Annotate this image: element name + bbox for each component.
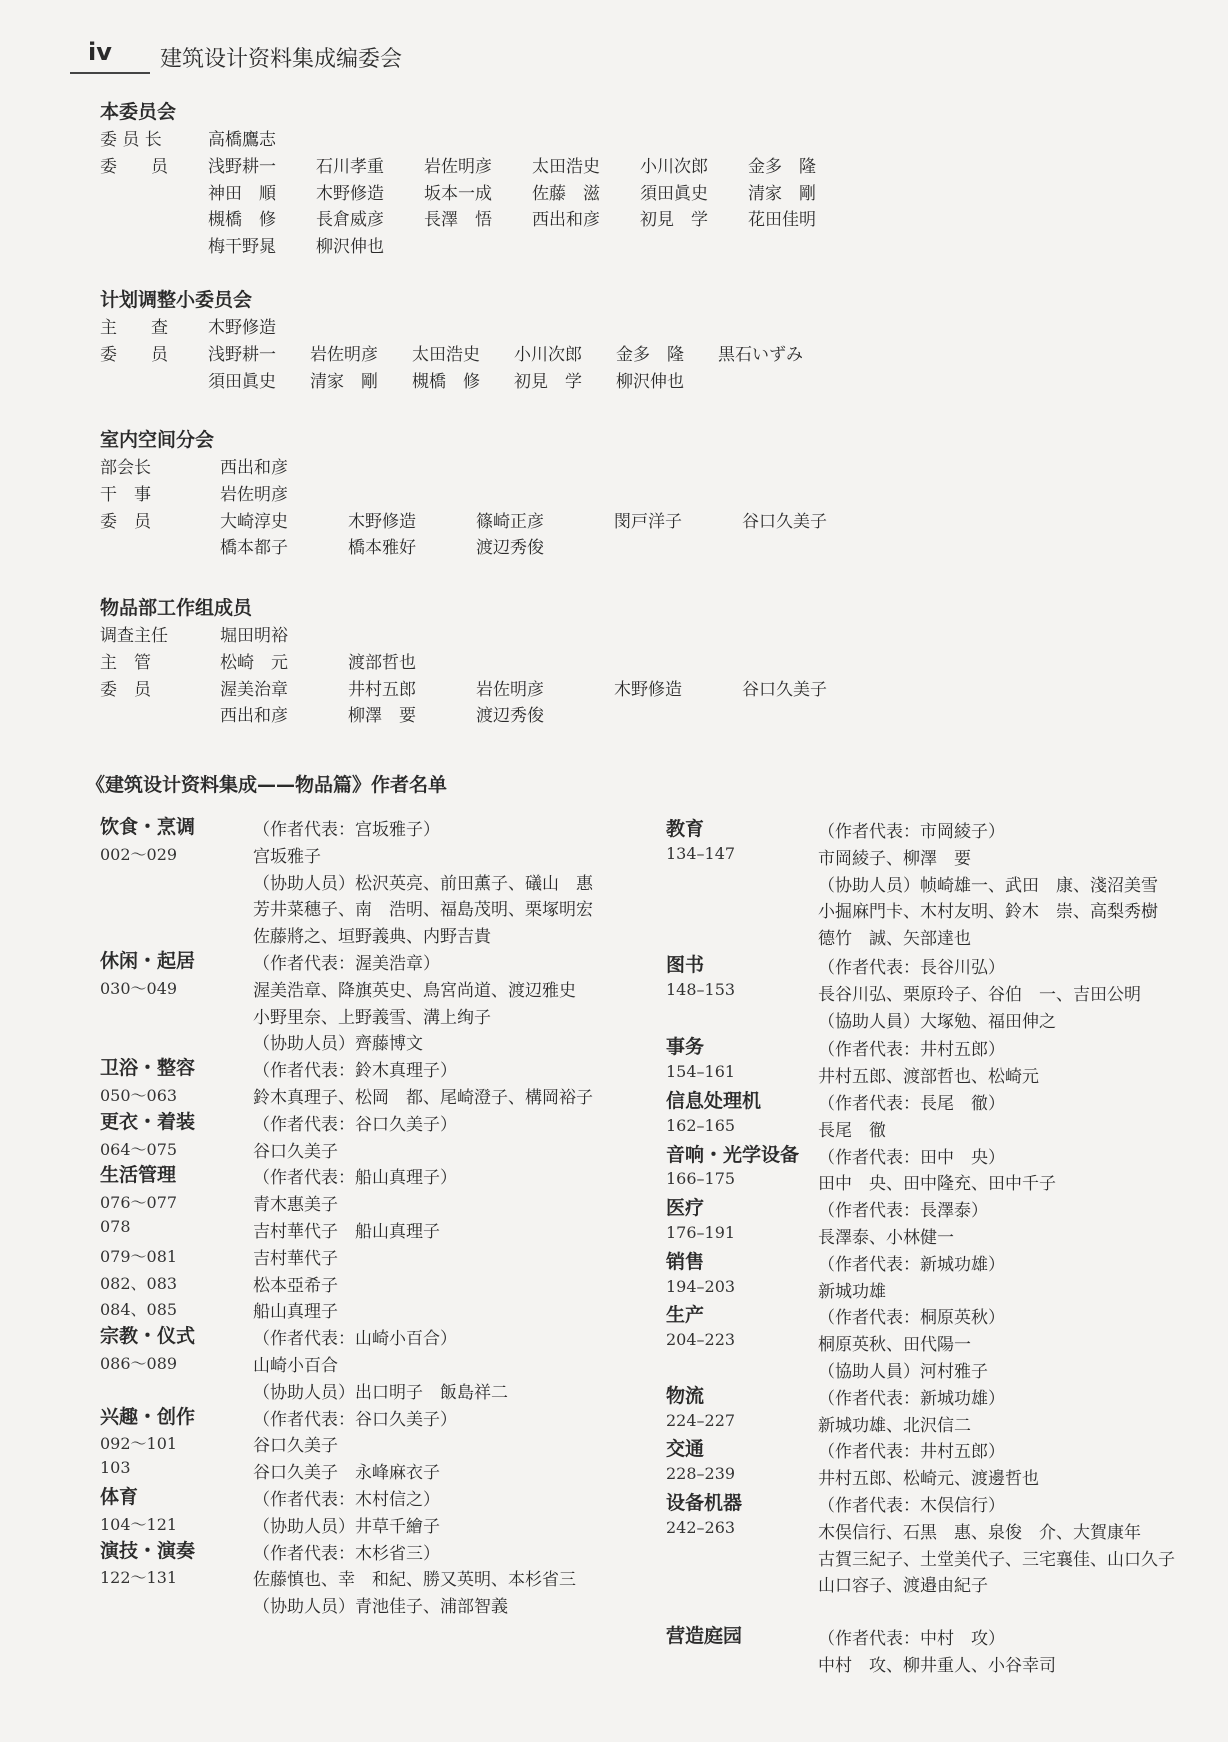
author-line: （作者代表：木俣信行）	[818, 1496, 1005, 1516]
author-line: （协助人员）帧崎雄一、武田 康、淺沼美雪	[818, 875, 1158, 896]
author-line: 長谷川弘、栗原玲子、谷伯 一、吉田公明	[818, 984, 1141, 1005]
category-title: 医疗	[666, 1197, 705, 1220]
member-name: 長澤 悟	[424, 210, 492, 231]
committee-title: 物品部工作组成员	[100, 597, 253, 619]
category-title: 营造庭园	[666, 1625, 743, 1648]
author-line: （作者代表：宫坂雅子）	[253, 820, 440, 840]
member-name: 岩佐明彦	[476, 679, 544, 700]
author-line: 長尾 徹	[818, 1120, 886, 1141]
member-name: 岩佐明彦	[310, 344, 378, 365]
author-line: （协助人员）松沢英亮、前田薫子、礒山 惠	[253, 873, 593, 894]
page-range: 228–239	[666, 1464, 736, 1484]
page-range: 154–161	[666, 1062, 736, 1082]
member-name: 坂本一成	[424, 183, 492, 204]
category-title: 事务	[666, 1036, 705, 1059]
page-range: 064～075	[100, 1139, 178, 1159]
category-title: 音响・光学设备	[666, 1143, 800, 1166]
member-name: 谷口久美子	[742, 679, 827, 700]
member-name: 閔戸洋子	[614, 511, 682, 532]
author-line: （作者代表：新城功雄）	[818, 1254, 1005, 1275]
author-line: 桐原英秋、田代陽一	[818, 1335, 971, 1356]
member-name: 佐藤 滋	[532, 183, 600, 204]
member-name: 金多 隆	[616, 344, 684, 365]
author-line: （协助人员）出口明子 飯島祥二	[253, 1382, 508, 1403]
member-name: 浅野耕一	[208, 156, 276, 177]
author-line: 鈴木真理子、松岡 都、尾崎澄子、構岡裕子	[253, 1088, 593, 1108]
category-title: 卫浴・整容	[100, 1057, 196, 1080]
book-title: 《建筑设计资料集成——物品篇》作者名单	[86, 774, 448, 796]
category-title: 演技・演奏	[100, 1539, 196, 1562]
page-range: 092～101	[100, 1434, 178, 1454]
page-range: 134–147	[666, 843, 736, 863]
member-name: 槻橋 修	[208, 210, 276, 231]
member-name: 清家 剛	[748, 183, 816, 204]
author-line: 木俣信行、石黒 惠、泉俊 介、大賀康年	[818, 1522, 1141, 1543]
author-line: （作者代表：渥美浩章）	[253, 954, 440, 974]
member-name: 黒石いずみ	[718, 344, 803, 365]
author-line: 吉村華代子	[253, 1248, 338, 1269]
author-line: 青木惠美子	[253, 1195, 338, 1216]
page-range: 176–191	[666, 1223, 736, 1242]
author-line: （作者代表：谷口久美子）	[253, 1409, 457, 1430]
author-line: 小野里奈、上野義雪、溝上绚子	[253, 1007, 491, 1028]
role-label: 委 员	[100, 156, 168, 177]
member-name: 初見 学	[514, 371, 582, 392]
role-label: 委 员	[100, 511, 151, 532]
author-line: 新城功雄	[818, 1281, 886, 1302]
author-line: 船山真理子	[253, 1302, 338, 1323]
author-line: 佐藤慎也、幸 和紀、勝又英明、本杉省三	[253, 1570, 576, 1591]
page-range: 030～049	[100, 978, 178, 998]
member-name: 西出和彦	[532, 210, 600, 231]
committee-title: 室内空间分会	[100, 429, 215, 451]
author-line: 宫坂雅子	[253, 846, 321, 867]
author-line: （作者代表：長澤泰）	[818, 1201, 988, 1222]
member-name: 清家 剛	[310, 371, 378, 392]
page-range: 084、085	[100, 1300, 178, 1320]
author-line: （作者代表：谷口久美子）	[253, 1114, 457, 1135]
author-line: 德竹 誠、矢部達也	[818, 929, 971, 950]
author-line: 芳井菜穗子、南 浩明、福島茂明、栗塚明宏	[253, 900, 593, 921]
member-name: 谷口久美子	[742, 511, 827, 532]
author-line: 井村五郎、松崎元、渡邊哲也	[818, 1469, 1039, 1490]
author-line: （作者代表：市岡綾子）	[818, 822, 1005, 842]
member-name: 渡辺秀俊	[476, 706, 544, 727]
committee-title: 计划调整小委员会	[100, 289, 253, 311]
member-name: 須田眞史	[640, 183, 708, 204]
author-line: 谷口久美子 永峰麻衣子	[253, 1463, 440, 1484]
author-line: 古賀三紀子、土堂美代子、三宅襄佳、山口久子	[818, 1549, 1175, 1570]
member-name: 浅野耕一	[208, 344, 276, 365]
author-line: （作者代表：井村五郎）	[818, 1040, 1005, 1061]
page-range: 122～131	[100, 1568, 178, 1588]
role-label: 主 查	[100, 318, 168, 338]
page-range: 242–263	[666, 1517, 736, 1537]
category-title: 休闲・起居	[100, 950, 196, 972]
member-name: 梅干野晁	[208, 237, 276, 258]
author-line: （作者代表：長尾 徹）	[818, 1094, 1005, 1114]
page-range: 194–203	[666, 1276, 736, 1296]
member-name: 長倉威彦	[316, 210, 384, 231]
member-name: 高橋鷹志	[208, 130, 276, 150]
page-range: 076～077	[100, 1193, 178, 1213]
category-title: 销售	[666, 1250, 705, 1273]
author-line: （協助人員）河村雅子	[818, 1362, 988, 1382]
category-title: 兴趣・创作	[100, 1405, 196, 1428]
page-number: iv	[88, 38, 112, 66]
author-line: （作者代表：長谷川弘）	[818, 958, 1005, 978]
author-line: 市岡綾子、柳澤 要	[818, 848, 971, 869]
page-range: 204–223	[666, 1330, 736, 1350]
author-line: 中村 攻、柳井重人、小谷幸司	[818, 1656, 1056, 1676]
author-line: 谷口久美子	[253, 1436, 338, 1457]
member-name: 木野修造	[208, 318, 276, 338]
member-name: 須田眞史	[208, 371, 276, 392]
author-line: （作者代表：船山真理子）	[253, 1168, 457, 1189]
header-rule	[70, 72, 150, 74]
category-title: 物流	[666, 1384, 705, 1407]
member-name: 石川孝重	[316, 156, 384, 177]
category-title: 宗教・仪式	[100, 1325, 196, 1348]
author-line: （作者代表：井村五郎）	[818, 1442, 1005, 1463]
member-name: 岩佐明彦	[424, 156, 492, 177]
category-title: 图书	[666, 954, 705, 976]
author-line: （作者代表：新城功雄）	[818, 1388, 1005, 1409]
author-line: 新城功雄、北沢信二	[818, 1415, 971, 1436]
page-range: 082、083	[100, 1273, 178, 1293]
member-name: 岩佐明彦	[220, 484, 288, 505]
author-line: （作者代表：桐原英秋）	[818, 1308, 1005, 1329]
author-line: 井村五郎、渡部哲也、松崎元	[818, 1067, 1039, 1088]
author-line: 山崎小百合	[253, 1356, 338, 1376]
member-name: 橋本都子	[220, 538, 288, 559]
page-range: 166–175	[666, 1169, 736, 1189]
role-label: 主 管	[100, 652, 151, 673]
member-name: 槻橋 修	[412, 371, 480, 392]
member-name: 渥美治章	[220, 679, 288, 700]
author-line: （协助人员）井草千繪子	[253, 1516, 440, 1537]
page-range: 148–153	[666, 979, 736, 999]
member-name: 花田佳明	[748, 210, 816, 231]
role-label: 干 事	[100, 484, 151, 505]
member-name: 大崎淳史	[220, 511, 288, 532]
member-name: 初見 学	[640, 210, 708, 231]
member-name: 太田浩史	[532, 156, 600, 177]
author-line: 吉村華代子 船山真理子	[253, 1222, 440, 1242]
category-title: 交通	[666, 1438, 705, 1461]
author-line: （作者代表：鈴木真理子）	[253, 1061, 457, 1082]
member-name: 堀田明裕	[220, 626, 288, 646]
category-title: 更衣・着装	[100, 1110, 196, 1133]
author-line: （作者代表：中村 攻）	[818, 1629, 1005, 1650]
category-title: 教育	[666, 818, 705, 840]
author-line: 山口容子、渡邉由紀子	[818, 1576, 988, 1597]
member-name: 篠崎正彦	[476, 511, 544, 532]
page-range: 162–165	[666, 1115, 736, 1135]
member-name: 井村五郎	[348, 679, 416, 700]
author-line: 長澤泰、小林健一	[818, 1228, 954, 1248]
page-range: 078	[100, 1217, 131, 1236]
member-name: 木野修造	[348, 511, 416, 532]
author-line: （协助人员）青池佳子、浦部智義	[253, 1597, 508, 1618]
role-label: 委 员 长	[100, 130, 162, 150]
category-title: 设备机器	[666, 1492, 743, 1514]
page-range: 104～121	[100, 1514, 178, 1534]
member-name: 橋本雅好	[348, 538, 416, 559]
member-name: 金多 隆	[748, 156, 816, 177]
category-title: 生产	[666, 1304, 705, 1327]
author-line: （作者代表：山崎小百合）	[253, 1329, 457, 1350]
role-label: 委 员	[100, 679, 151, 700]
author-line: 松本亞希子	[253, 1275, 338, 1296]
author-line: 谷口久美子	[253, 1141, 338, 1162]
page-header	[70, 36, 1160, 76]
member-name: 渡部哲也	[348, 652, 416, 673]
page-range: 050～063	[100, 1086, 178, 1105]
member-name: 松崎 元	[220, 652, 288, 673]
member-name: 渡辺秀俊	[476, 538, 544, 559]
author-line: （协助人员）齊藤博文	[253, 1034, 423, 1055]
member-name: 西出和彦	[220, 458, 288, 478]
author-line: （協助人員）大塚勉、福田伸之	[818, 1011, 1056, 1032]
member-name: 木野修造	[316, 183, 384, 204]
member-name: 西出和彦	[220, 706, 288, 727]
author-line: 田中 央、田中隆充、田中千子	[818, 1174, 1056, 1195]
role-label: 调查主任	[100, 626, 168, 646]
member-name: 神田 順	[208, 183, 276, 204]
author-line: （作者代表：田中 央）	[818, 1147, 1005, 1168]
member-name: 太田浩史	[412, 344, 480, 365]
page-range: 086～089	[100, 1354, 178, 1373]
member-name: 小川次郎	[514, 344, 582, 365]
author-line: 渥美浩章、降旗英史、鳥宮尚道、渡辺雅史	[253, 980, 576, 1001]
author-line: 佐藤將之、垣野義典、内野吉貴	[253, 927, 491, 948]
author-line: （作者代表：木村信之）	[253, 1490, 440, 1510]
page-title: 建筑设计资料集成编委会	[160, 47, 403, 72]
category-title: 饮食・烹调	[100, 816, 196, 838]
member-name: 柳澤 要	[348, 706, 416, 727]
page-range: 079～081	[100, 1246, 178, 1266]
member-name: 木野修造	[614, 679, 682, 700]
role-label: 委 员	[100, 344, 168, 365]
page-range: 103	[100, 1458, 131, 1478]
page-range: 224–227	[666, 1410, 736, 1430]
category-title: 生活管理	[100, 1164, 177, 1187]
author-line: （作者代表：木杉省三）	[253, 1543, 440, 1564]
member-name: 小川次郎	[640, 156, 708, 177]
member-name: 柳沢伸也	[616, 371, 684, 392]
category-title: 体育	[100, 1486, 139, 1508]
page-range: 002～029	[100, 844, 178, 864]
role-label: 部会长	[100, 458, 151, 478]
author-line: 小掘麻門卡、木村友明、鈴木 崇、高梨秀樹	[818, 902, 1158, 923]
committee-title: 本委员会	[100, 101, 177, 123]
category-title: 信息处理机	[666, 1090, 762, 1112]
member-name: 柳沢伸也	[316, 237, 384, 258]
